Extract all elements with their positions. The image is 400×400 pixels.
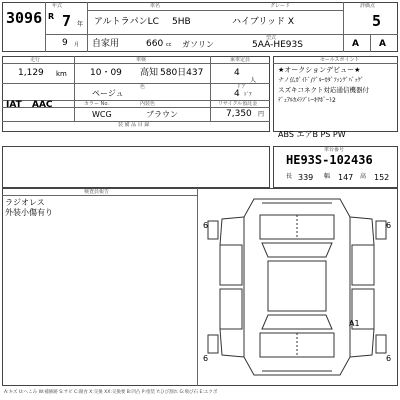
mark-rear-left: 6 xyxy=(203,354,209,363)
inspection-header: 車検 xyxy=(136,57,147,63)
inspection-value: 10・09 xyxy=(90,68,122,78)
year-number: 7 xyxy=(62,12,72,30)
exterior-color-header: カラー No. xyxy=(84,101,109,107)
paint-code: WCG xyxy=(92,110,112,119)
chassis-model-header: 型式 xyxy=(266,35,277,41)
mark-panel-a1: A1 xyxy=(349,319,360,328)
grade-header: グレード xyxy=(270,3,291,9)
sales-line-2: ナノ仏ｶﾞｲﾄﾞ/ﾌﾞﾙｰｶﾀﾞﾌｧﾝｸﾞﾊﾞｯｸﾞ xyxy=(278,77,364,84)
doors-header: ドア xyxy=(236,84,246,90)
score-header: 評価点 xyxy=(360,3,376,9)
mark-rear-right: 6 xyxy=(386,354,392,363)
auction-code: 580日437 xyxy=(160,68,204,78)
aircon: AAC xyxy=(32,100,53,110)
footer-legend: A:キズ U:へこみ W:補修跡 S:サビ C:腐食 X:交換 XX:交換要 B:凹凸 P:塗装 Y:ひび割れ G:飛び石 E:エクボ xyxy=(4,390,218,395)
sales-line-4: ﾃﾞｭｱﾙｶﾒﾗﾌﾞﾚｰｷｻﾎﾟｰﾄ2 xyxy=(278,97,336,104)
year-header: 年式 xyxy=(52,3,63,9)
remarks-title: 検査員報告 xyxy=(84,189,110,195)
car-damage-diagram xyxy=(198,189,397,385)
fuel: ガソリン xyxy=(182,40,214,49)
score: 5 xyxy=(372,12,382,30)
door-type: 5HB xyxy=(172,17,191,27)
lot-number: 3096 xyxy=(6,9,43,27)
year-letter: R xyxy=(48,12,55,21)
usage: 自家用 xyxy=(92,39,120,49)
interior-color-header: 内装色 xyxy=(140,101,156,107)
car-name: アルトラパンLC xyxy=(94,17,159,27)
capacity-unit: 人 xyxy=(250,77,257,84)
model-header: 車名 xyxy=(150,3,161,9)
auction-venue: 高知 xyxy=(140,68,159,78)
remark-line-2: 外装小傷有り xyxy=(5,208,53,217)
mileage-header: 走行 xyxy=(30,57,41,63)
capacity-header: 乗車定員 xyxy=(230,57,251,63)
notes-frame xyxy=(2,146,270,188)
mileage-value: 1,129 xyxy=(18,68,44,78)
sales-line-3: スズキコネクト対応通信機器付 xyxy=(278,86,369,94)
exterior-grade: A xyxy=(379,39,386,49)
grade: ハイブリッド X xyxy=(232,17,295,27)
mileage-unit: km xyxy=(56,70,67,78)
remark-line-1: ラジオレス xyxy=(5,198,45,207)
sales-point-title: セールスポイント xyxy=(320,57,360,63)
chassis-header: 車台番号 xyxy=(324,147,345,153)
dim-width-label: 幅 xyxy=(324,173,331,180)
capacity-value: 4 xyxy=(234,68,240,78)
sales-line-1: ★オークションデビュー★ xyxy=(278,66,361,74)
dim-length: 339 xyxy=(298,173,314,182)
equipment-header: 装 備 品 目 録 xyxy=(118,122,150,128)
color-header: 色 xyxy=(140,84,146,90)
recycle-header: リサイクル預託金 xyxy=(218,101,258,107)
chassis-number: HE93S-102436 xyxy=(286,153,373,167)
recycle-unit: 円 xyxy=(258,111,265,118)
interior-grade: A xyxy=(352,39,359,49)
model-code: 5AA-HE93S xyxy=(252,40,303,50)
displacement-unit: cc xyxy=(166,42,172,48)
displacement: 660 xyxy=(146,39,164,49)
doors-unit: ﾄﾞｱ xyxy=(244,92,252,98)
doors-value: 4 xyxy=(234,89,240,99)
color-value: ページュ xyxy=(92,89,124,98)
year-suffix: 年 xyxy=(77,21,84,28)
month-number: 9 xyxy=(62,38,68,48)
recycle-fee: 7,350 xyxy=(226,109,252,119)
equipment-list: ABS エアB PS PW xyxy=(278,130,346,139)
dim-height-label: 高 xyxy=(360,173,367,180)
interior-color: ブラウン xyxy=(146,110,178,119)
dim-length-label: 長 xyxy=(286,173,293,180)
transmission: IAT xyxy=(6,100,22,110)
dim-height: 152 xyxy=(374,173,390,182)
dim-width: 147 xyxy=(338,173,354,182)
mark-front-left: 6 xyxy=(203,221,209,230)
mark-front-right: 6 xyxy=(386,221,392,230)
month-suffix: 月 xyxy=(74,42,80,48)
